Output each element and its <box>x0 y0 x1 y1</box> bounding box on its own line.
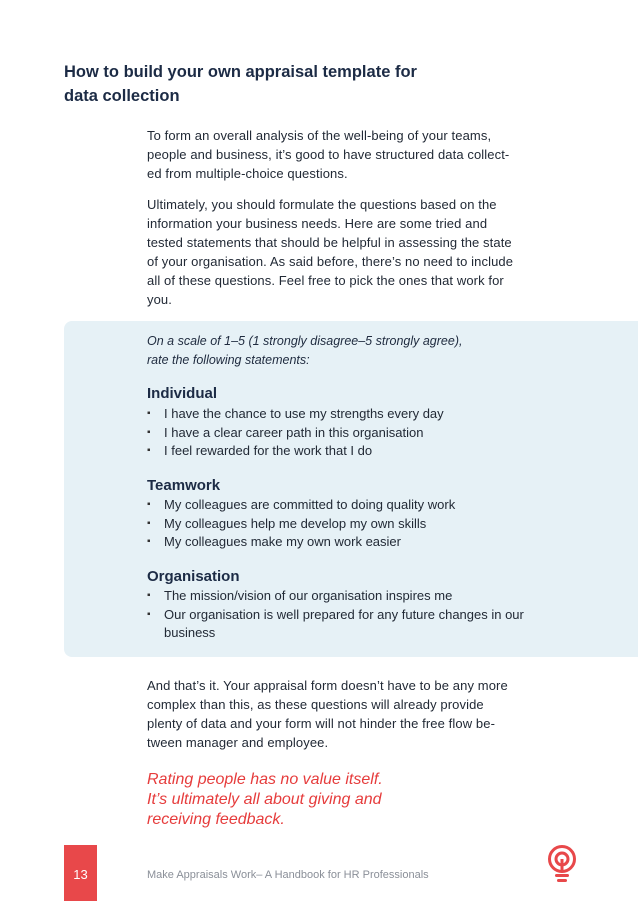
text-line: of your organisation. As said before, there’s no need to include <box>147 254 514 269</box>
bullet-icon: ▪ <box>147 499 151 510</box>
organisation-statements <box>147 587 547 643</box>
text-line: On a scale of 1–5 (1 strongly disagree–5 strongly agree), <box>147 334 463 348</box>
intro-paragraph <box>147 126 567 183</box>
section-title-individual: Individual <box>147 385 218 402</box>
text-line: It’s ultimately all about giving and <box>147 791 382 808</box>
text-line: complex than this, as these questions will already provide <box>147 697 484 712</box>
list-item: ▪ I feel rewarded for the work that I do <box>147 442 567 461</box>
list-item: ▪ The mission/vision of our organisation inspires me <box>147 587 547 606</box>
bullet-icon: ▪ <box>147 408 151 419</box>
list-item: ▪ My colleagues make my own work easier <box>147 533 567 552</box>
bullet-icon: ▪ <box>147 608 151 620</box>
list-item: ▪ Our organisation is well prepared for any future changes in our business <box>147 606 524 640</box>
text-line: ed from multiple-choice questions. <box>147 166 348 181</box>
individual-statements <box>147 405 567 461</box>
text-line: Rating people has no value itself. <box>147 771 383 788</box>
list-item: ▪ I have a clear career path in this organisation <box>147 424 567 443</box>
text-line: tested statements that should be helpful in assessing the state <box>147 235 512 250</box>
text-line: plenty of data and your form will not hinder the free flow be- <box>147 716 495 731</box>
text-line: rate the following statements: <box>147 353 310 367</box>
text-line: you. <box>147 292 172 307</box>
list-item: ▪ I have the chance to use my strengths every day <box>147 405 567 424</box>
pull-quote <box>147 770 507 830</box>
bullet-icon: ▪ <box>147 517 151 529</box>
section-title-teamwork: Teamwork <box>147 477 221 494</box>
text-line: receiving feedback. <box>147 811 285 828</box>
text-line: information your business needs. Here are some tried and <box>147 216 488 231</box>
lightbulb-logo-icon <box>545 844 579 884</box>
list-item: ▪ My colleagues help me develop my own skills <box>147 515 567 534</box>
footer-title: Make Appraisals Work– A Handbook for HR Professionals <box>147 869 429 881</box>
text-line: tween manager and employee. <box>147 735 329 750</box>
section-title-organisation: Organisation <box>147 568 240 585</box>
text-line: all of these questions. Feel free to pick the ones that work for <box>147 273 504 288</box>
bullet-icon: ▪ <box>147 426 151 438</box>
page-number: 13 <box>64 845 97 901</box>
closing-paragraph <box>147 676 567 752</box>
bullet-icon: ▪ <box>147 445 151 456</box>
bullet-icon: ▪ <box>147 536 151 547</box>
text-line: people and business, it’s good to have structured data collect- <box>147 147 510 162</box>
rating-instructions <box>147 332 547 370</box>
text-line: To form an overall analysis of the well-being of your teams, <box>147 128 492 143</box>
heading-line-2: data collection <box>64 87 180 105</box>
list-item: ▪ My colleagues are committed to doing quality work <box>147 496 567 515</box>
text-line: Ultimately, you should formulate the questions based on the <box>147 197 497 212</box>
teamwork-statements <box>147 496 567 552</box>
text-line: And that’s it. Your appraisal form doesn’t have to be any more <box>147 678 508 693</box>
page-heading <box>64 60 544 108</box>
second-paragraph <box>147 195 567 309</box>
heading-line-1: How to build your own appraisal template for <box>64 63 417 81</box>
bullet-icon: ▪ <box>147 590 151 601</box>
